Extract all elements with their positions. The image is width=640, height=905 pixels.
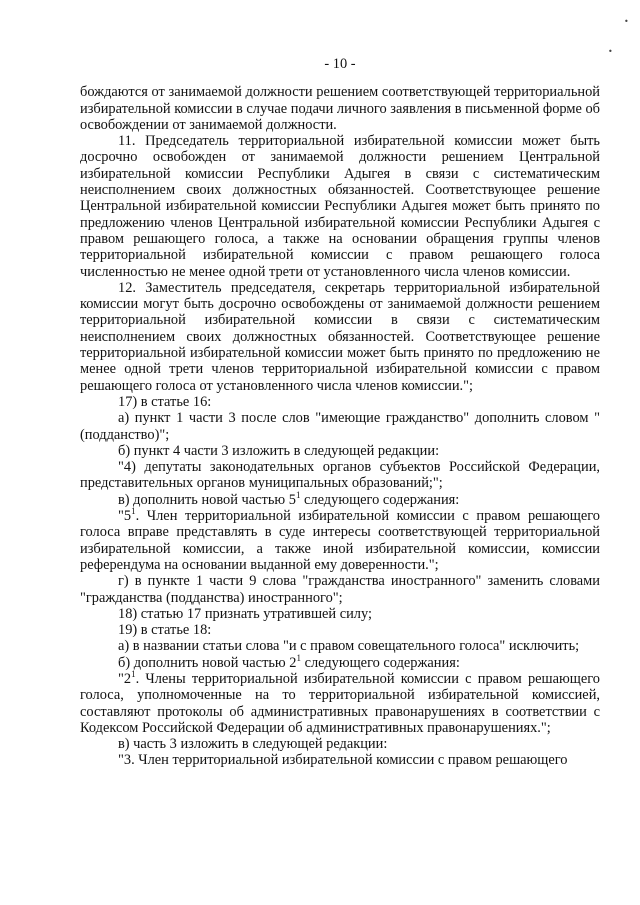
- paragraph: в) дополнить новой частью $5^1$ следующего содержания:: [118, 489, 460, 508]
- page-number: - 10 -: [324, 56, 356, 72]
- paragraph: "4) депутаты законодательных органов субъектов Российской Федерации, представительных органов муниципальных образований;";: [80, 459, 600, 492]
- paragraph: 12. Заместитель председателя, секретарь территориальной избирательной комиссии могут быть досрочно освобождены от занимаемой должности решением территориальной избирательной комиссии в связи с систематическим неисполнением своих должностных обязанностей. Соответствующее решение территориальной избирательной комиссии может быть принято по предложению не менее одной трети членов территориальной избирательной комиссии с правом решающего голоса от установленного числа членов комиссии.";: [80, 279, 600, 394]
- paragraph: 17) в статье 16:: [118, 393, 212, 410]
- paragraph: б) пункт 4 части 3 изложить в следующей редакции:: [118, 442, 440, 459]
- document-body: [80, 84, 600, 768]
- scan-speck-mark: •: [624, 17, 629, 26]
- paragraph: а) пункт 1 части 3 после слов "имеющие гражданство" дополнить словом "(подданство)";: [80, 410, 600, 443]
- paragraph: "$5^1$. Член территориальной избирательной комиссии с правом решающего голоса вправе представлять в суде интересы соответствующей территориальной избирательной комиссии, а также иной избирательной комиссии, комиссии референдума на основании выданной ему доверенности.";: [80, 506, 600, 573]
- paragraph: "$2^1$. Члены территориальной избирательной комиссии с правом решающего голоса, уполномоченные на то территориальной избирательной комиссией, составляют протоколы об административных правонарушениях в соответствии с Кодексом Российской Федерации об административных правонарушениях.";: [80, 668, 600, 736]
- paragraph: а) в названии статьи слова "и с правом совещательного голоса" исключить;: [118, 638, 580, 655]
- paragraph: б) дополнить новой частью $2^1$ следующего содержания:: [118, 652, 460, 671]
- paragraph: в) часть 3 изложить в следующей редакции:: [118, 736, 388, 753]
- paragraph: 11. Председатель территориальной избирательной комиссии может быть досрочно освобожден от занимаемой должности решением Центральной избирательной комиссии Республики Адыгея в связи с систематическим неисполнением своих должностных обязанностей. Соответствующее решение Центральной избирательной комиссии Республики Адыгея может быть принято по предложению членов Центральной избирательной комиссии Республики Адыгея с правом решающего голоса, а также на основании обращения группы членов территориальной избирательной комиссии с правом решающего голоса численностью не менее одной трети от установленного числа членов комиссии.: [80, 133, 600, 280]
- paragraph: "3. Член территориальной избирательной комиссии с правом решающего: [118, 752, 568, 769]
- paragraph: г) в пункте 1 части 9 слова "гражданства иностранного" заменить словами "гражданства (подданства) иностранного";: [80, 573, 600, 606]
- scan-speck-mark: •: [608, 47, 613, 56]
- paragraph: бождаются от занимаемой должности решением соответствующей территориальной избирательной комиссии в случае подачи личного заявления в письменной форме об освобождении от занимаемой должности.: [80, 84, 600, 133]
- paragraph: 19) в статье 18:: [118, 622, 212, 639]
- paragraph: 18) статью 17 признать утратившей силу;: [118, 605, 372, 622]
